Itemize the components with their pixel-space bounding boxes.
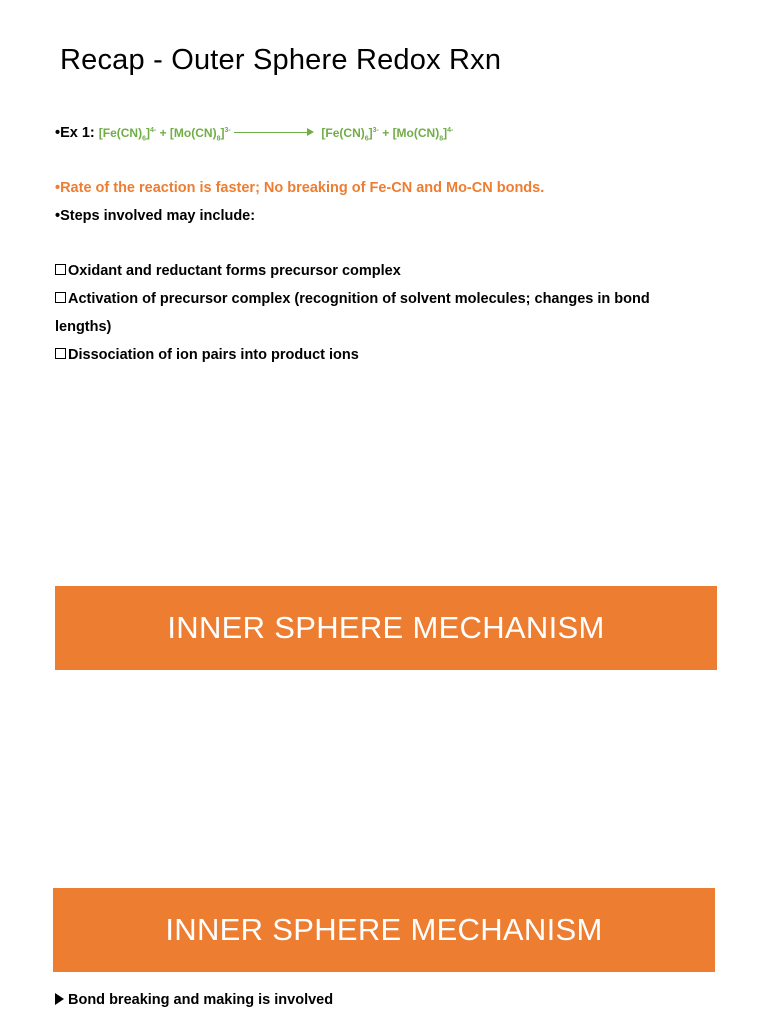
reactant-2: $[Mo(CN)_8]^{3-}$ (169, 126, 231, 143)
list-item: Oxidant and reductant forms precursor complex (55, 257, 695, 285)
list-item: Activation of precursor complex (recognition of solvent molecules; changes in bond lengths) (55, 291, 650, 335)
product-1: $[Fe(CN)_6]^{3-}$ (321, 126, 379, 143)
list-item: Dissociation of ion pairs into product ions (55, 341, 695, 369)
steps-heading: •Steps involved may include: (55, 208, 256, 224)
rate-note: •Rate of the reaction is faster; No breaking of Fe-CN and Mo-CN bonds. (55, 180, 545, 196)
bond-note: Bond breaking and making is involved (55, 992, 333, 1008)
example-label: •Ex 1: (55, 125, 95, 141)
checkbox-bullet-icon (55, 292, 66, 303)
product-2: $[Mo(CN)_8]^{4-}$ (392, 126, 454, 143)
checkbox-bullet-icon (55, 348, 66, 359)
reactant-1: $[Fe(CN)_6]^{4-}$ (98, 126, 157, 143)
products: $[Fe(CN)_6]^{3-} + [Mo(CN)_8]^{4-}$ (321, 126, 454, 143)
section-banner-repeat: INNER SPHERE MECHANISM (53, 888, 715, 972)
reaction-arrow-icon (234, 128, 314, 138)
arrow-bullet-icon (55, 993, 64, 1005)
slide-title: Recap - Outer Sphere Redox Rxn (60, 44, 502, 76)
checkbox-bullet-icon (55, 264, 66, 275)
example-equation (55, 125, 453, 142)
steps-list (55, 257, 695, 369)
reactants: $[Fe(CN)_6]^{4-} + [Mo(CN)_8]^{3-}$ (98, 126, 231, 143)
section-banner: INNER SPHERE MECHANISM (55, 586, 717, 670)
